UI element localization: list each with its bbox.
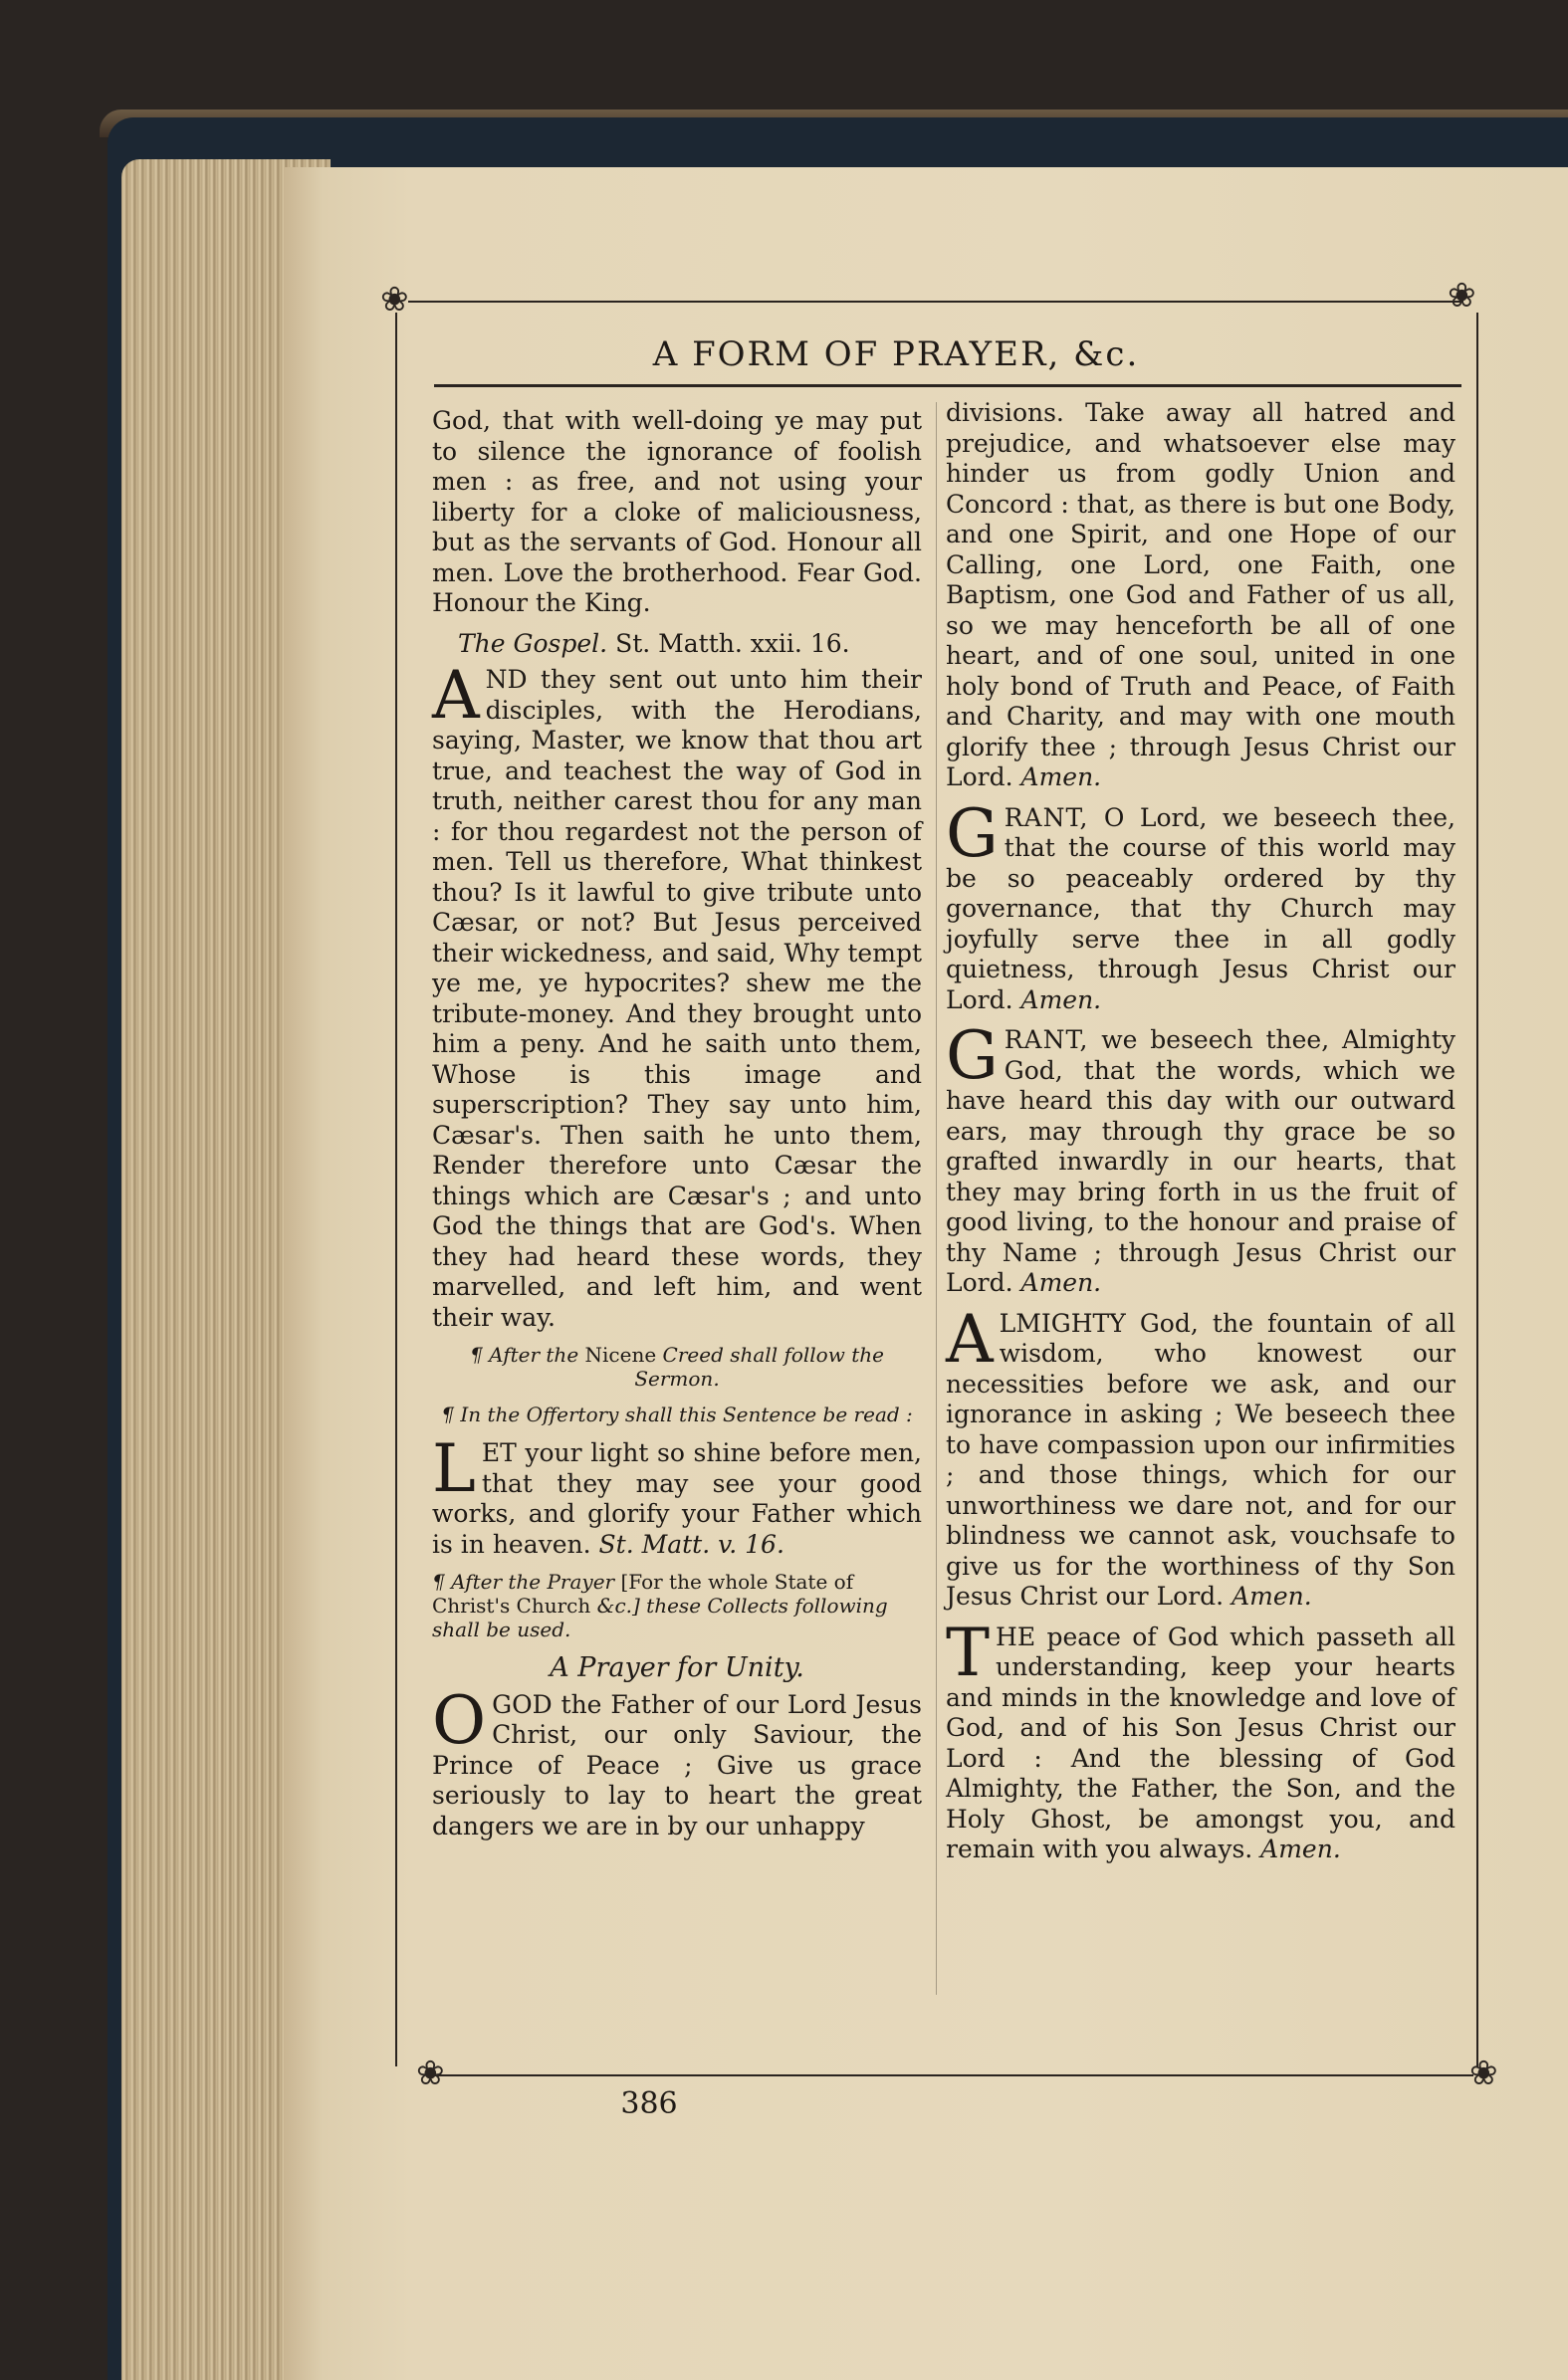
gospel-paragraph — [432, 657, 922, 1333]
sentence-text: ET your light so shine before men, that they may see your good works, and glorify your Father which is in heaven. — [432, 1438, 922, 1559]
collect1-text: O Lord, we beseech thee, that the course of this world may be so peaceably ordered by thy governance, that thy Church may joyfully serve thee in all godly quietness, through Jesus Christ our Lord. — [946, 802, 1456, 1014]
collect-almighty — [946, 1300, 1456, 1613]
collect3-text: God, the fountain of all wisdom, who knowest our necessities before we ask, and our ignorance in asking ; We beseech thee to have compassion upon our infirmities ; and those things, which for our unworthiness we dare not, and for our blindness we cannot ask, vouchsafe to give us for the worthiness of thy Son Jesus Christ our Lord. — [946, 1308, 1456, 1611]
frame-left-rule — [395, 313, 397, 2066]
head-rule — [434, 384, 1461, 387]
rubric-creed-part-2: Nicene — [584, 1343, 657, 1367]
offertory-sentence — [432, 1430, 922, 1560]
rubric-creed — [432, 1343, 922, 1391]
collect3-drop-cap: A — [946, 1300, 994, 1378]
collect2-lead: RANT, — [1004, 1025, 1089, 1054]
blessing-drop-cap: T — [946, 1614, 991, 1691]
gospel-title: The Gospel. — [458, 628, 608, 658]
amen: Amen. — [1260, 1835, 1341, 1863]
epistle-text: God, that with well-doing ye may put to silence the ignorance of foolish men : as free, and not using your liberty for a cloke of maliciousness, but as the servants of God. Honour all men. Love the brotherhood. Fear God. Honour the King. — [432, 406, 922, 617]
gospel-drop-cap: A — [432, 657, 480, 734]
frame-bottom-rule — [428, 2074, 1473, 2076]
rubric-prayer-part-4: these Collects following shall be used. — [432, 1594, 888, 1641]
collect2-text: we beseech thee, Almighty God, that the words, which we have heard this day with our outward ears, may through thy grace be so grafted inwardly in our hearts, that they may bring forth in us the fruit of good living, to the honour and praise of thy Name ; through Jesus Christ our Lord. — [946, 1025, 1456, 1297]
amen: Amen. — [1020, 1268, 1102, 1297]
unity-prayer-continued — [946, 398, 1456, 793]
corner-ornament-top-right: ❀ — [1448, 276, 1476, 316]
gospel-text: ND they sent out unto him their disciples, with the Herodians, saying, Master, we know that thou art true, and teachest the way of God in truth, neither carest thou for any man : for thou regardest not the person of men. Tell us therefore, What thinkest thou? Is it lawful to give tribute unto Cæsar, or not? But Jesus perceived their wickedness, and said, Why tempt ye me, ye hypocrites? shew me the tribute-money. And they brought unto him a peny. And he saith unto them, Whose is this image and superscription? They say unto him, Cæsar's. Then saith he unto them, Render therefore unto Cæsar the things which are Cæsar's ; and unto God the things that are God's. When they had heard these words, they marvelled, and left him, and went their way. — [432, 665, 922, 1332]
blessing-lead: HE — [996, 1622, 1036, 1651]
page-number: 386 — [620, 2086, 678, 2121]
rubric-offertory: ¶ In the Offertory shall this Sentence be read : — [441, 1403, 913, 1426]
unity-prayer — [432, 1681, 922, 1842]
left-column — [432, 406, 922, 1851]
blessing — [946, 1614, 1456, 1865]
collect-grant-peace — [946, 794, 1456, 1016]
frame-right-rule — [1476, 313, 1478, 2066]
amen: Amen. — [1020, 984, 1102, 1014]
frame-top-rule — [408, 301, 1463, 303]
gospel-heading — [432, 629, 922, 660]
right-column — [946, 398, 1456, 1875]
unity-continued-text: divisions. Take away all hatred and prejudice, and whatsoever else may hinder us from godly Union and Concord : that, as there is but one Body, and one Spirit, and one Hope of our Calling, one Lord, one Faith, one Baptism, one God and Father of us all, so we may henceforth be all of one heart, and of one soul, united in one holy bond of Truth and Peace, of Faith and Charity, and may with one mouth glorify thee ; through Jesus Christ our Lord. — [946, 398, 1456, 791]
gospel-reference: St. Matth. xxii. 16. — [615, 628, 850, 658]
sentence-drop-cap: L — [432, 1430, 476, 1507]
prayer-text: GOD the Father of our Lord Jesus Christ, our only Saviour, the Prince of Peace ; Give us grace seriously to lay to heart the great dangers we are in by our unhappy — [432, 1689, 922, 1840]
running-head: A FORM OF PRAYER, &c. — [652, 334, 1140, 374]
column-divider — [936, 402, 937, 1995]
corner-ornament-top-left: ❀ — [380, 280, 409, 320]
rubric-prayer — [432, 1570, 922, 1641]
collect2-drop-cap: G — [946, 1017, 999, 1094]
collect3-lead: LMIGHTY — [999, 1308, 1126, 1338]
collect1-lead: RANT, — [1004, 802, 1089, 832]
corner-ornament-bottom-right: ❀ — [1469, 2054, 1498, 2093]
corner-ornament-bottom-left: ❀ — [416, 2054, 445, 2093]
prayer-drop-cap: O — [432, 1681, 487, 1759]
rubric-creed-part-1: ¶ After the — [470, 1343, 579, 1367]
rubric-creed-part-3: Creed shall follow the Sermon. — [634, 1343, 884, 1391]
collect1-drop-cap: G — [946, 794, 999, 872]
rubric-prayer-part-1: ¶ After the Prayer — [432, 1570, 615, 1594]
amen: Amen. — [1020, 762, 1102, 791]
rubric-prayer-part-2: [For the whole State of Christ's Church — [432, 1570, 854, 1618]
collect-grant-words — [946, 1017, 1456, 1299]
rubric-prayer-part-3: &c.] — [596, 1594, 640, 1618]
amen: Amen. — [1232, 1582, 1312, 1611]
prayer-heading: A Prayer for Unity. — [550, 1652, 804, 1683]
blessing-text: peace of God which passeth all understanding, keep your hearts and minds in the knowledge and love of God, and of his Son Jesus Christ our Lord : And the blessing of God Almighty, the Father, the Son, and the Holy Ghost, be amongst you, and remain with you always. — [946, 1622, 1456, 1863]
sentence-reference: St. Matt. v. 16. — [598, 1529, 784, 1559]
